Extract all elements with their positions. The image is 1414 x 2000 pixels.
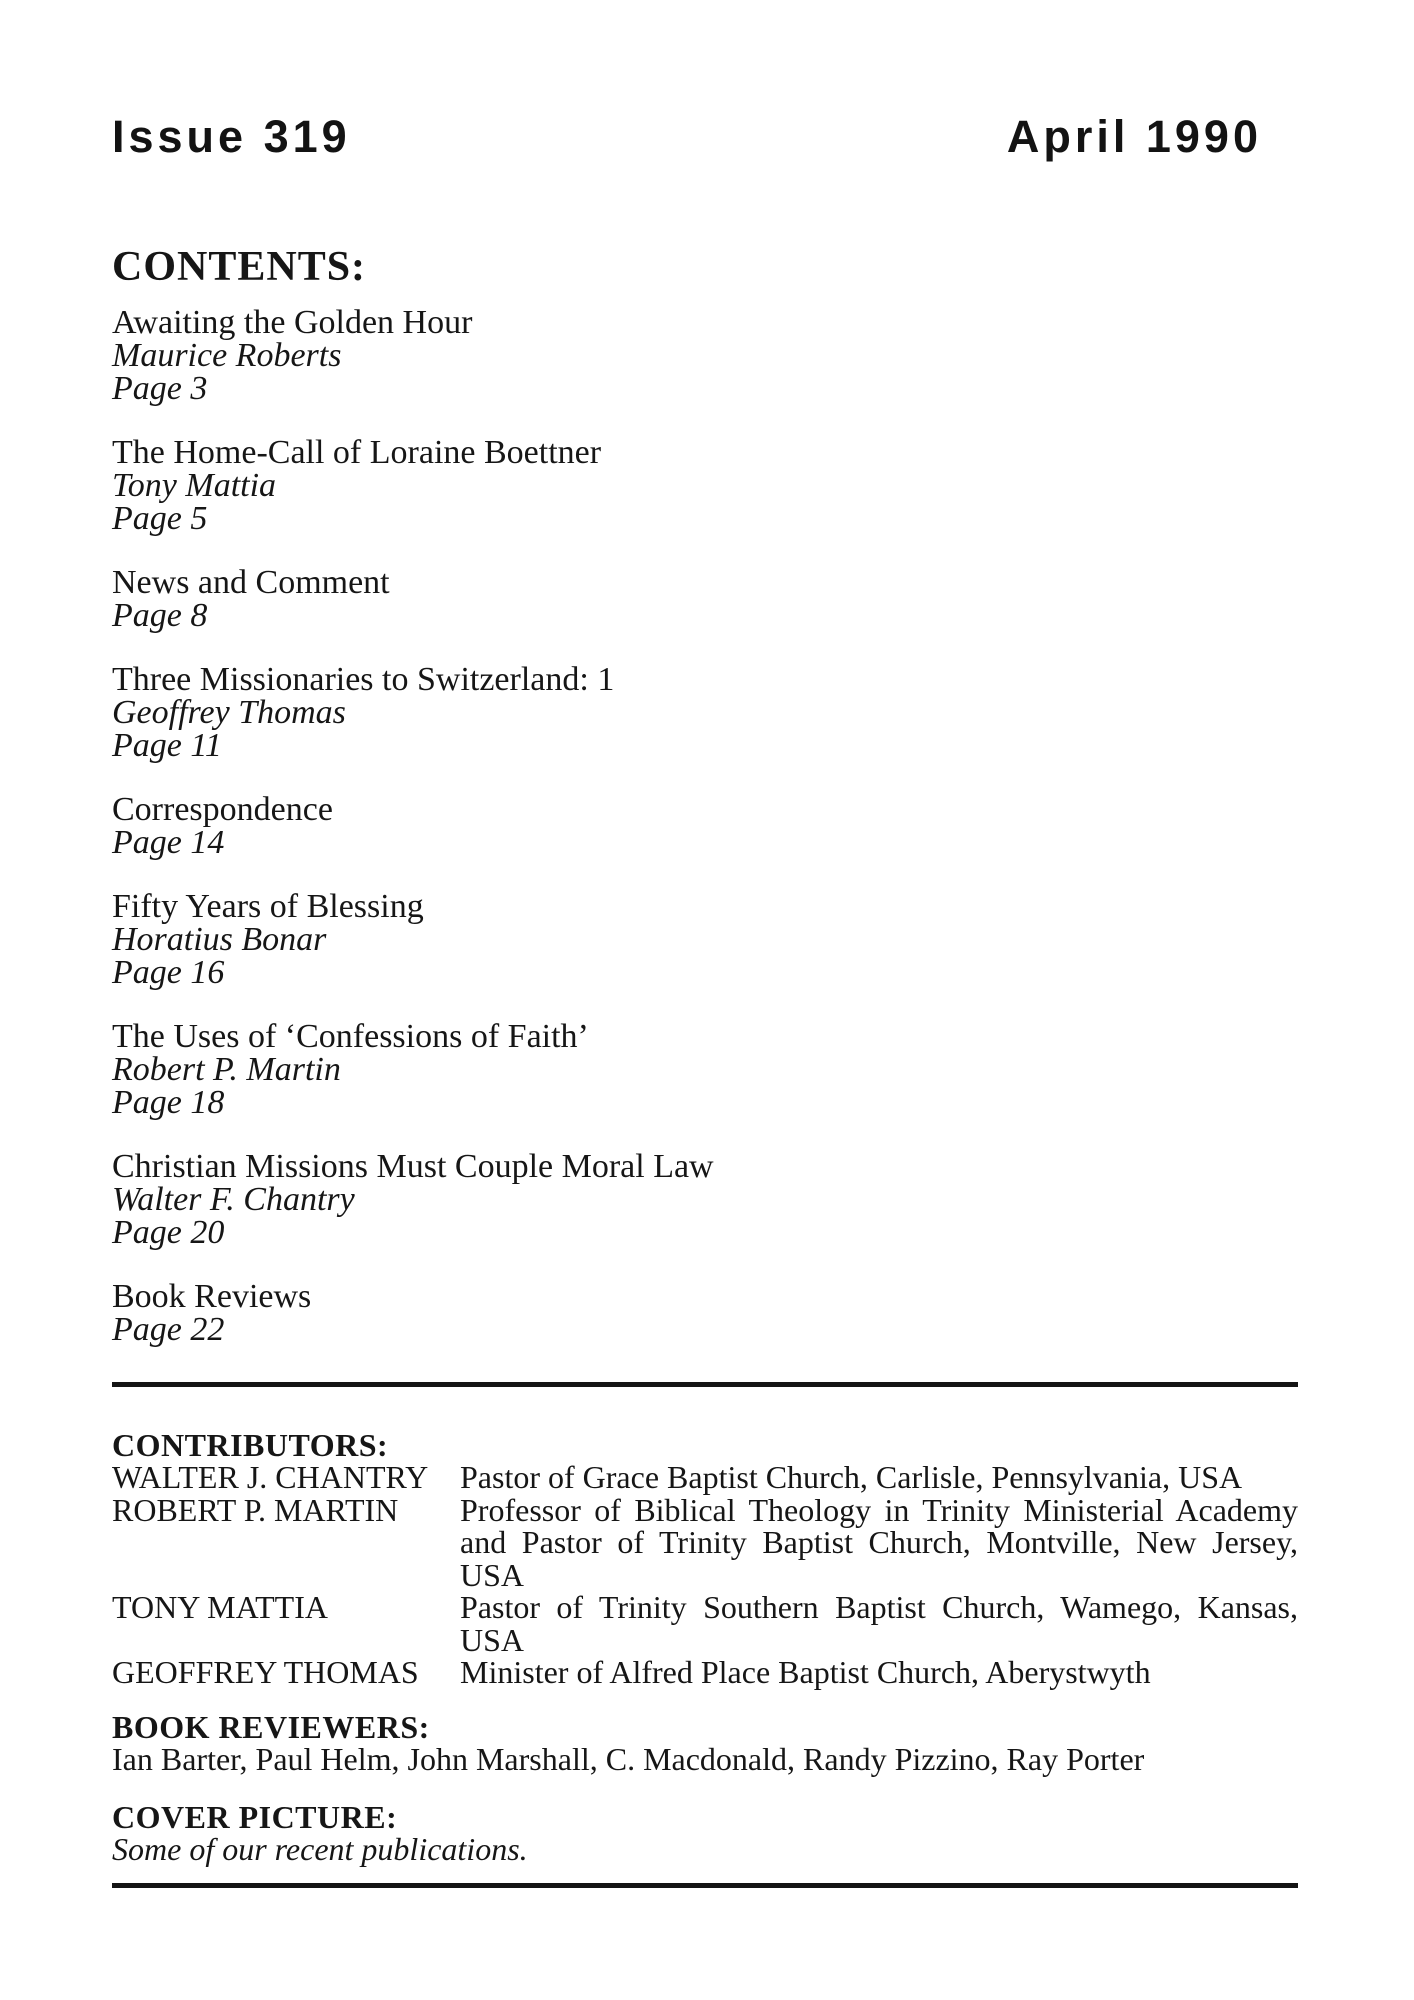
entry-page: Page 14 (112, 824, 225, 861)
contents-heading: CONTENTS: (112, 244, 367, 290)
divider-rule-top (112, 1382, 1298, 1387)
cover-picture-section (112, 1798, 1298, 1867)
contributor-name: ROBERT P. MARTIN (112, 1491, 399, 1528)
toc-entry (112, 436, 1298, 535)
entry-page: Page 22 (112, 1311, 225, 1348)
contributor-row (112, 1491, 1298, 1593)
entry-page: Page 3 (112, 370, 208, 407)
contributor-name: TONY MATTIA (112, 1589, 328, 1625)
toc-entry (112, 1150, 1298, 1249)
contributor-description: Pastor of Trinity Southern Baptist Church, Wamego, Kansas, USA (460, 1589, 1298, 1658)
entry-title: The Uses of ‘Confessions of Faith’ (112, 1018, 589, 1055)
contributor-row (112, 1461, 1298, 1494)
toc-entry (112, 793, 1298, 859)
entry-title: Awaiting the Golden Hour (112, 304, 473, 341)
entry-author: Maurice Roberts (112, 337, 342, 374)
entry-author: Walter F. Chantry (112, 1181, 355, 1218)
toc-entry (112, 306, 1298, 405)
divider-rule-bottom (112, 1883, 1298, 1888)
cover-picture-caption: Some of our recent publications. (112, 1830, 528, 1867)
toc-entry (112, 663, 1298, 762)
entry-page: Page 18 (112, 1084, 225, 1121)
contributor-description: Minister of Alfred Place Baptist Church, Aberystwyth (460, 1654, 1151, 1690)
entry-title: News and Comment (112, 564, 390, 601)
entry-author: Geoffrey Thomas (112, 694, 346, 731)
toc-entry (112, 890, 1298, 989)
entry-page: Page 20 (112, 1214, 225, 1251)
entry-author: Robert P. Martin (112, 1051, 341, 1088)
issue-label: Issue 319 (112, 111, 351, 162)
toc-entry (112, 1020, 1298, 1119)
book-reviewers-heading: BOOK REVIEWERS: (112, 1708, 430, 1745)
entry-title: Christian Missions Must Couple Moral Law (112, 1148, 714, 1185)
entry-title: Three Missionaries to Switzerland: 1 (112, 661, 615, 698)
entry-page: Page 8 (112, 597, 208, 634)
book-reviewers-names: Ian Barter, Paul Helm, John Marshall, C. Macdonald, Randy Pizzino, Ray Porter (112, 1740, 1145, 1777)
entry-page: Page 16 (112, 954, 225, 991)
entry-author: Horatius Bonar (112, 921, 327, 958)
contributor-description: Professor of Biblical Theology in Trinity Ministerial Academy and Pastor of Trinity Baptist Church, Montville, New Jersey, USA (460, 1491, 1298, 1593)
entry-page: Page 5 (112, 500, 208, 537)
entry-page: Page 11 (112, 727, 222, 764)
entry-author: Tony Mattia (112, 467, 277, 504)
book-reviewers-section (112, 1708, 1298, 1777)
date-label: April 1990 (1006, 111, 1262, 162)
contributors-section (112, 1429, 1298, 1689)
table-of-contents (112, 306, 1298, 1346)
contributor-description: Pastor of Grace Baptist Church, Carlisle, Pennsylvania, USA (460, 1459, 1243, 1495)
contributor-row (112, 1591, 1298, 1656)
entry-title: Correspondence (112, 791, 333, 828)
toc-entry (112, 566, 1298, 632)
entry-title: Fifty Years of Blessing (112, 888, 424, 925)
contributors-heading: CONTRIBUTORS: (112, 1427, 389, 1463)
entry-title: Book Reviews (112, 1278, 312, 1315)
entry-title: The Home-Call of Loraine Boettner (112, 434, 602, 471)
contributor-name: GEOFFREY THOMAS (112, 1654, 419, 1690)
contributor-name: WALTER J. CHANTRY (112, 1459, 429, 1495)
cover-picture-heading: COVER PICTURE: (112, 1798, 398, 1835)
contributor-row (112, 1656, 1298, 1689)
page-header (112, 112, 1298, 162)
toc-entry (112, 1280, 1298, 1346)
